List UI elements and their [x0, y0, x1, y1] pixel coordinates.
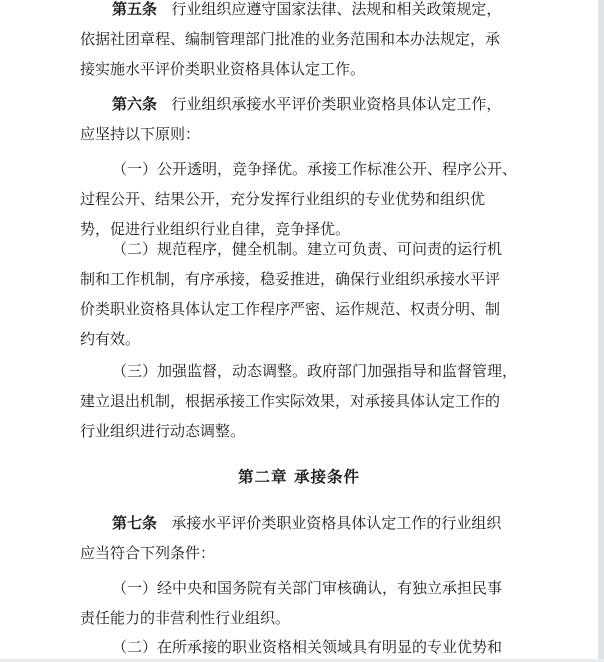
viewer-scroll-edge[interactable] — [598, 0, 604, 659]
article-6-item-2-line-3: 价类职业资格具体认定工作程序严密、运作规范、权责分明、制 — [80, 300, 501, 318]
article-6-item-1-line-1: （一）公开透明，竞争择优。承接工作标准公开、程序公开、 — [112, 160, 518, 178]
article-7-line-1 — [112, 508, 501, 538]
article-6-item-3-line-2: 建立退出机制，根据承接工作实际效果，对承接具体认定工作的 — [80, 392, 501, 410]
article-6-text-1: 行业组织承接水平评价类职业资格具体认定工作， — [171, 95, 502, 113]
article-6-label: 第六条 — [112, 95, 158, 113]
article-5-line-1 — [112, 0, 501, 24]
article-5-line-3: 接实施水平评价类职业资格具体认定工作。 — [80, 60, 366, 78]
article-5-line-2: 依据社团章程、编制管理部门批准的业务范围和本办法规定，承 — [80, 30, 501, 48]
article-6-item-1-line-3: 势，促进行业组织行业自律，竞争择优。 — [80, 220, 351, 238]
article-5-text-1: 行业组织应遵守国家法律、法规和相关政策规定， — [171, 0, 502, 18]
article-7-text-1: 承接水平评价类职业资格具体认定工作的行业组织 — [171, 514, 502, 532]
chapter-heading — [0, 462, 598, 492]
article-6-item-1-line-2: 过程公开、结果公开，充分发挥行业组织的专业优势和组织优 — [80, 190, 486, 208]
article-7-item-1-line-1: （一）经中央和国务院有关部门审核确认，有独立承担民事 — [112, 579, 503, 597]
article-7-item-2-line-1: （二）在所承接的职业资格相关领域具有明显的专业优势和 — [112, 638, 503, 656]
chapter-number: 第二章 — [238, 467, 288, 486]
article-5-label: 第五条 — [112, 0, 158, 18]
article-6-line-2: 应坚持以下原则： — [80, 125, 201, 143]
article-6-item-2-line-2: 制和工作机制，有序承接，稳妥推进，确保行业组织承接水平评 — [80, 270, 501, 288]
article-7-line-2: 应当符合下列条件： — [80, 544, 216, 562]
article-6-line-1 — [112, 89, 501, 119]
article-7-label: 第七条 — [112, 514, 158, 532]
article-6-item-2-line-4: 约有效。 — [80, 330, 141, 348]
article-7-item-1-line-2: 责任能力的非营利性行业组织。 — [80, 609, 291, 627]
article-6-item-3-line-3: 行业组织进行动态调整。 — [80, 422, 246, 440]
article-6-item-3-line-1: （三）加强监督，动态调整。政府部门加强指导和监督管理， — [112, 362, 518, 380]
chapter-title: 承接条件 — [293, 467, 360, 486]
article-6-item-2-line-1: （二）规范程序，健全机制。建立可负责、可问责的运行机 — [112, 240, 503, 258]
